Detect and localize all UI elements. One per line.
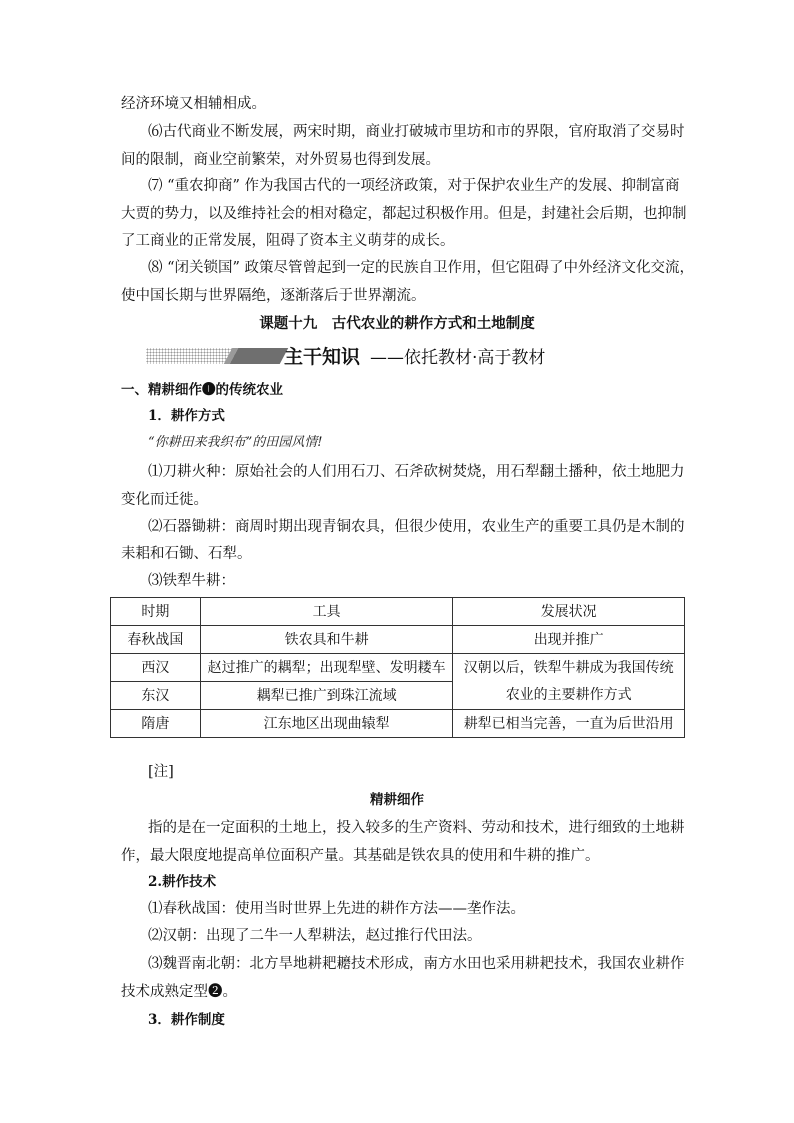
lesson-title: 课题十九 古代农业的耕作方式和土地制度 — [259, 315, 535, 332]
text-line: ⑻ “闭关锁国” 政策尽管曾起到一定的民族自卫作用，但它阻碍了中外经济文化交流， — [148, 260, 695, 276]
text-line: ⑶魏晋南北朝：北方旱地耕耙耱技术形成，南方水田也采用耕耙技术，我国农业耕作 — [148, 956, 685, 972]
banner-subtitle: ——依托教材·高于教材 — [370, 348, 546, 368]
banner-dot-pattern — [146, 348, 236, 364]
section3-heading: 3．耕作制度 — [148, 1012, 225, 1028]
table-cell: 耕犁已相当完善，一直为后世沿用 — [453, 710, 685, 738]
farming-table — [110, 597, 685, 738]
text-line: 大贾的势力，以及维持社会的相对稳定，都起过积极作用。但是，封建社会后期，也抑制 — [121, 206, 687, 222]
section1-sub-heading: 1．耕作方式 — [148, 408, 225, 424]
text-line: ⑹古代商业不断发展，两宋时期，商业打破城市里坊和市的界限，官府取消了交易时 — [148, 124, 685, 140]
merged-cell-line: 农业的主要耕作方式 — [505, 686, 632, 703]
text-line: 经济环境又相辅相成。 — [121, 96, 266, 112]
table-merged-cell — [453, 654, 685, 710]
text-line: ⑴春秋战国：使用当时世界上先进的耕作方法——垄作法。 — [148, 901, 525, 917]
table-cell: 隋唐 — [111, 710, 201, 738]
text-line: ⑶铁犁牛耕： — [148, 573, 235, 589]
banner-bar — [230, 348, 289, 364]
table-cell: 春秋战国 — [111, 626, 201, 654]
banner-main-title: 主干知识 — [284, 346, 361, 368]
text-line: 使中国长期与世界隔绝，逐渐落后于世界潮流。 — [121, 288, 426, 304]
table-row — [111, 710, 685, 738]
handwritten-note: “你耕田来我织布”的田园风情! — [148, 435, 323, 450]
text-line: 变化而迁徙。 — [121, 492, 208, 508]
note-label: [注] — [148, 764, 174, 780]
text-line: ⑵石器锄耕：商周时期出现青铜农具，但很少使用，农业生产的重要工具仍是木制的 — [148, 519, 685, 535]
text-line: 了工商业的正常发展，阻碍了资本主义萌芽的成长。 — [121, 233, 455, 249]
table-cell: 西汉 — [111, 654, 201, 682]
text-line: 技术成熟定型❷。 — [121, 984, 237, 1000]
text-line: 作，最大限度地提高单位面积产量。其基础是铁农具的使用和牛耕的推广。 — [121, 848, 600, 864]
section1-heading: 一、精耕细作❶的传统农业 — [121, 382, 283, 398]
text-line: ⑵汉朝：出现了二牛一人犁耕法，赵过推行代田法。 — [148, 928, 482, 944]
table-cell: 赵过推广的耦犁；出现犁壁、发明耧车 — [200, 654, 453, 682]
table-header-cell: 时期 — [111, 598, 201, 626]
table-cell: 铁农具和牛耕 — [200, 626, 453, 654]
text-line: ⑺ “重农抑商” 作为我国古代的一项经济政策，对于保护农业生产的发展、抑制富商 — [148, 178, 680, 194]
table-cell: 江东地区出现曲辕犁 — [200, 710, 453, 738]
text-line: 间的限制，商业空前繁荣，对外贸易也得到发展。 — [121, 152, 440, 168]
text-line: 指的是在一定面积的土地上，投入较多的生产资料、劳动和技术，进行细致的土地耕 — [148, 820, 685, 836]
text-line: ⑴刀耕火种：原始社会的人们用石刀、石斧砍树焚烧，用石犁翻土播种，依土地肥力 — [148, 464, 685, 480]
table-cell: 耦犁已推广到珠江流域 — [200, 682, 453, 710]
text-line: 耒耜和石锄、石犁。 — [121, 546, 252, 562]
table-row — [111, 626, 685, 654]
table-header-row — [111, 598, 685, 626]
section2-heading: 2.耕作技术 — [148, 874, 217, 890]
table-cell: 出现并推广 — [453, 626, 685, 654]
table-row — [111, 654, 685, 682]
table-header-cell: 工具 — [200, 598, 453, 626]
section-banner — [146, 345, 566, 369]
note-title: 精耕细作 — [370, 792, 424, 808]
table-cell: 东汉 — [111, 682, 201, 710]
merged-cell-line: 汉朝以后，铁犁牛耕成为我国传统 — [463, 659, 674, 676]
table-header-cell: 发展状况 — [453, 598, 685, 626]
